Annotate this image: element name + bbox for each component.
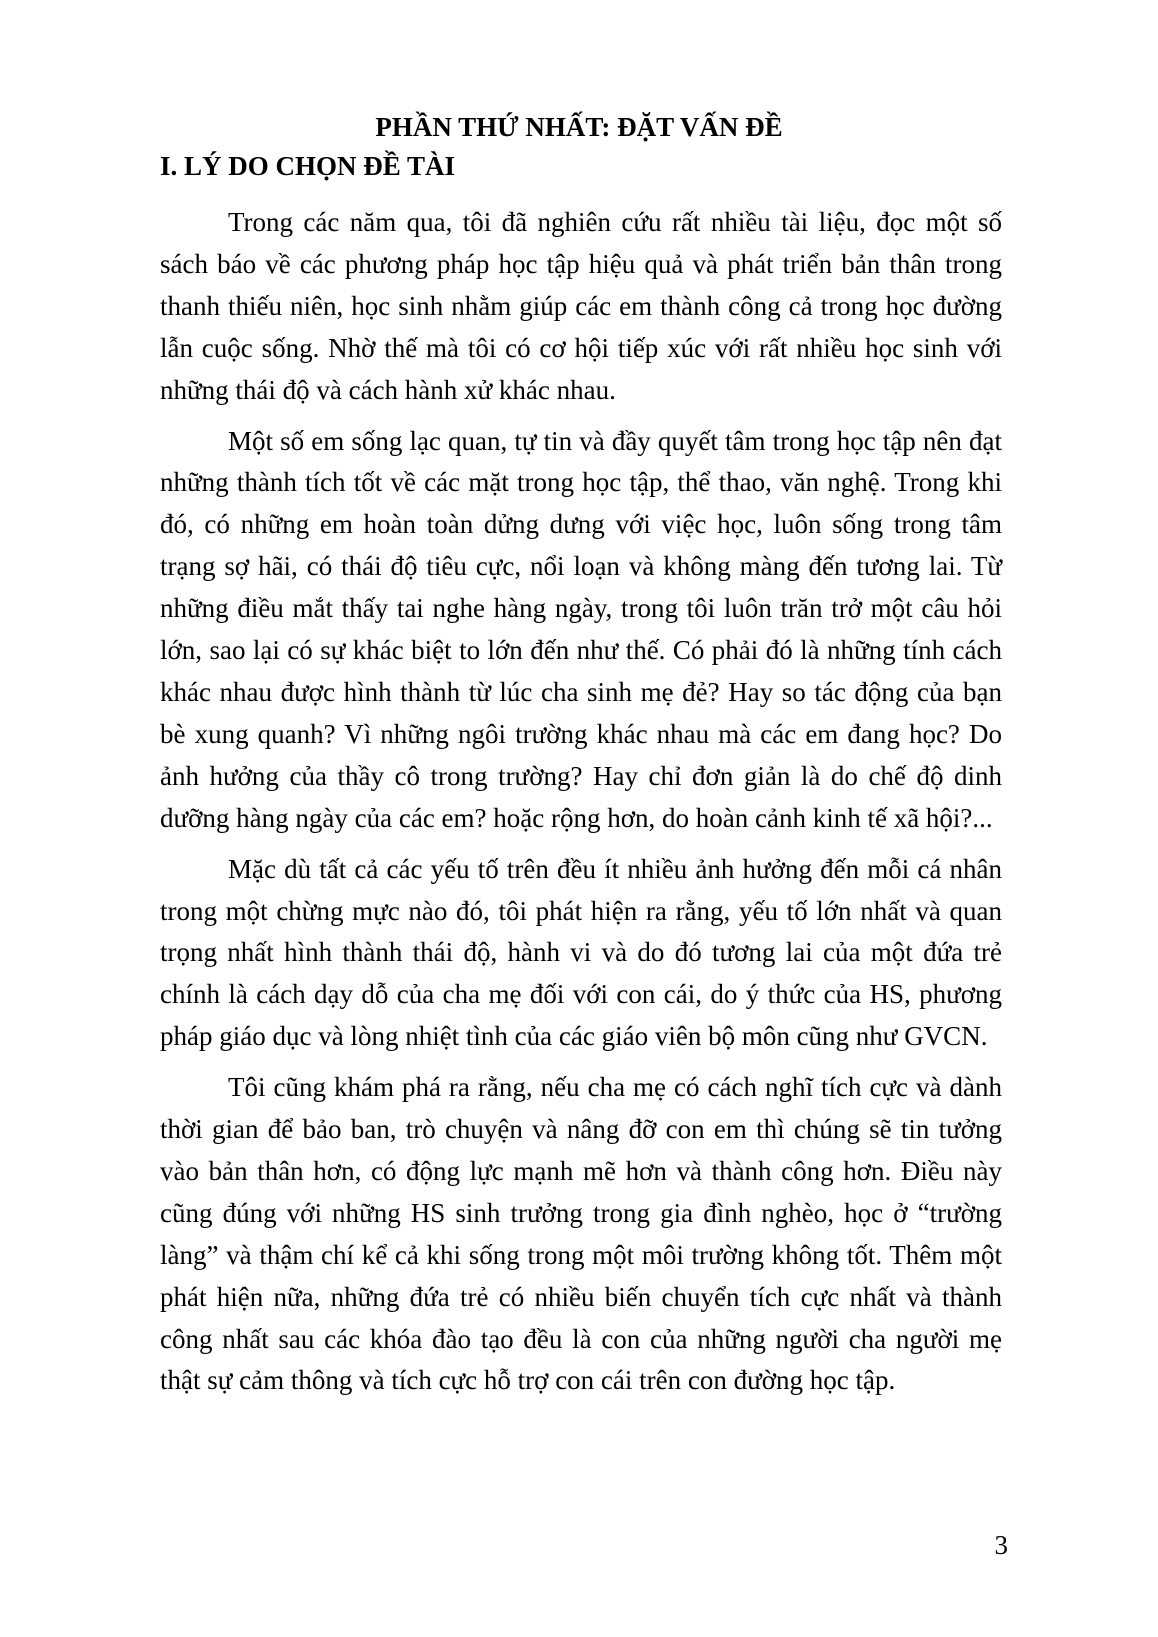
paragraph: Tôi cũng khám phá ra rằng, nếu cha mẹ có cách nghĩ tích cực và dành thời gian để bảo ban, trò chuyện và nâng đỡ con em thì chúng sẽ tin tưởng vào bản thân hơn, có động lực mạnh mẽ hơn và thành công hơn. Điều này cũng đúng với những HS sinh trưởng trong gia đình nghèo, học ở “trường làng” và thậm chí kể cả khi sống trong một môi trường không tốt. Thêm một phát hiện nữa, những đứa trẻ có nhiều biến chuyển tích cực nhất và thành công nhất sau các khóa đào tạo đều là con của những người cha người mẹ thật sự cảm thông và tích cực hỗ trợ con cái trên con đường học tập. (160, 1072, 1002, 1396)
body-text (160, 202, 1002, 1411)
paragraph: Một số em sống lạc quan, tự tin và đầy quyết tâm trong học tập nên đạt những thành tích tốt về các mặt trong học tập, thể thao, văn nghệ. Trong khi đó, có những em hoàn toàn dửng dưng với việc học, luôn sống trong tâm trạng sợ hãi, có thái độ tiêu cực, nổi loạn và không màng đến tương lai. Từ những điều mắt thấy tai nghe hàng ngày, trong tôi luôn trăn trở một câu hỏi lớn, sao lại có sự khác biệt to lớn đến như thế. Có phải đó là những tính cách khác nhau được hình thành từ lúc cha sinh mẹ đẻ? Hay so tác động của bạn bè xung quanh? Vì những ngôi trường khác nhau mà các em đang học? Do ảnh hưởng của thầy cô trong trường? Hay chỉ đơn giản là do chế độ dinh dưỡng hàng ngày của các em? hoặc rộng hơn, do hoàn cảnh kinh tế xã hội?... (160, 425, 1002, 833)
section-heading: I. LÝ DO CHỌN ĐỀ TÀI (160, 151, 456, 181)
page-number: 3 (994, 1530, 1008, 1560)
paragraph: Trong các năm qua, tôi đã nghiên cứu rất nhiều tài liệu, đọc một số sách báo về các phương pháp học tập hiệu quả và phát triển bản thân trong thanh thiếu niên, học sinh nhằm giúp các em thành công cả trong học đường lẫn cuộc sống. Nhờ thế mà tôi có cơ hội tiếp xúc với rất nhiều học sinh với những thái độ và cách hành xử khác nhau. (160, 207, 1002, 405)
paragraph: Mặc dù tất cả các yếu tố trên đều ít nhiều ảnh hưởng đến mỗi cá nhân trong một chừng mực nào đó, tôi phát hiện ra rằng, yếu tố lớn nhất và quan trọng nhất hình thành thái độ, hành vi và do đó tương lai của một đứa trẻ chính là cách dạy dỗ của cha mẹ đối với con cái, do ý thức của HS, phương pháp giáo dục và lòng nhiệt tình của các giáo viên bộ môn cũng như GVCN. (160, 853, 1002, 1052)
document-title: PHẦN THỨ NHẤT: ĐẶT VẤN ĐỀ (375, 112, 783, 142)
